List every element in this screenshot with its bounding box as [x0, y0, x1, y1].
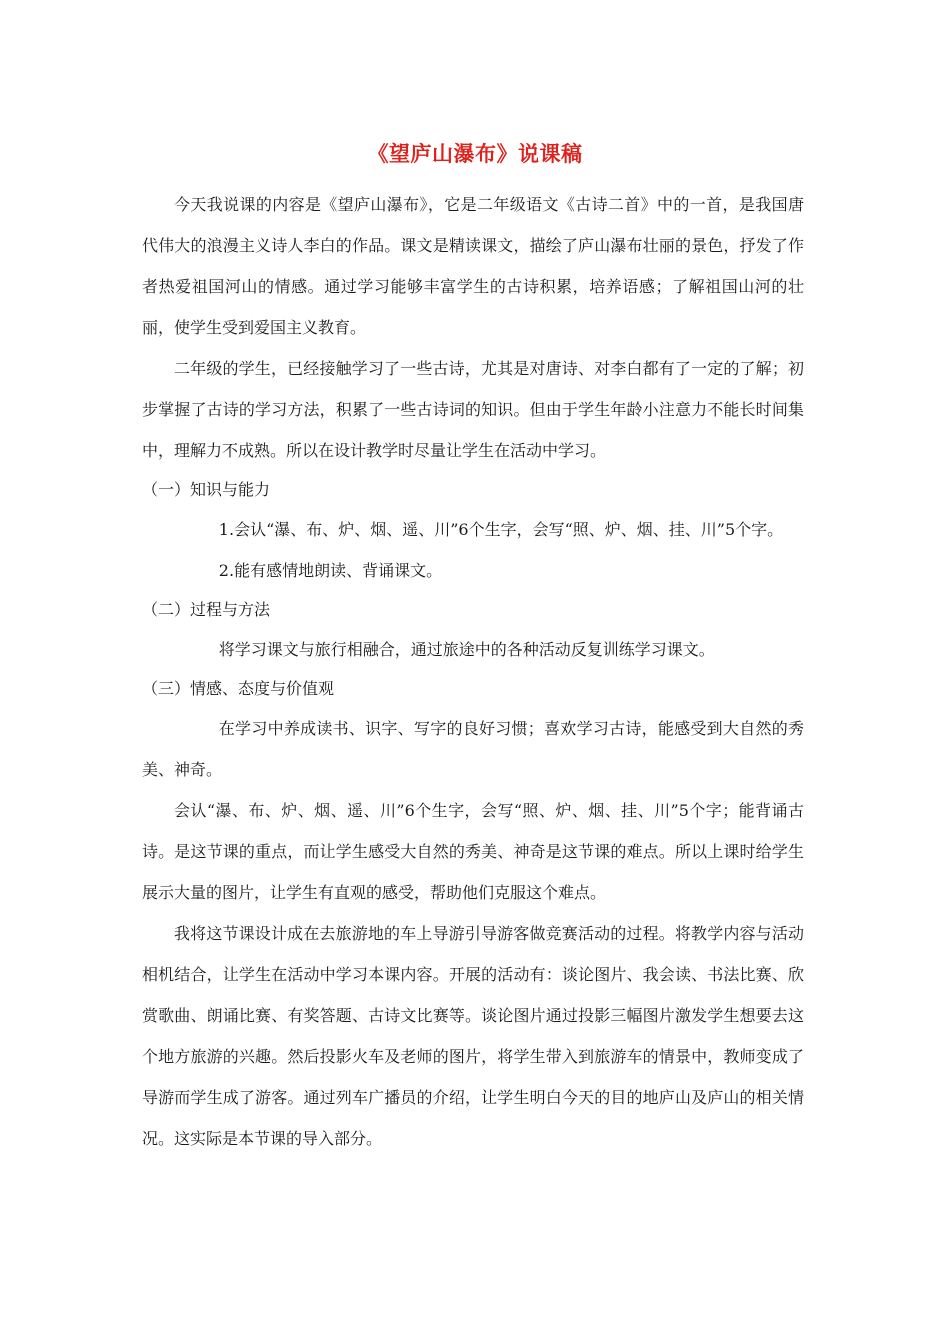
document-title: 《望庐山瀑布》说课稿 — [367, 142, 583, 166]
document-body — [142, 184, 804, 1159]
intro-paragraph: 今天我说课的内容是《望庐山瀑布》，它是二年级语文《古诗二首》中的一首，是我国唐代伟大的浪漫主义诗人李白的作品。课文是精读课文，描绘了庐山瀑布壮丽的景色，抒发了作者热爱祖国河山的情感。通过学习能够丰富学生的古诗积累，培养语感；了解祖国山河的壮丽，使学生受到爱国主义教育。 — [142, 195, 804, 337]
knowledge-item-1: 1.会认“瀑、布、炉、烟、遥、川”6个生字，会写“照、炉、烟、挂、川”5个字。 — [218, 520, 784, 539]
emotion-text: 在学习中养成读书、识字、写字的良好习惯；喜欢学习古诗，能感受到大自然的秀美、神奇。 — [142, 719, 804, 779]
process-text: 将学习课文与旅行相融合，通过旅途中的各种活动反复训练学习课文。 — [218, 640, 715, 659]
student-analysis-paragraph: 二年级的学生，已经接触学习了一些古诗，尤其是对唐诗、对李白都有了一定的了解；初步掌握了古诗的学习方法，积累了一些古诗词的知识。但由于学生年龄小注意力不能长时间集中，理解力不成熟。所以在设计教学时尽量让学生在活动中学习。 — [142, 359, 804, 460]
section-heading-knowledge: （一）知识与能力 — [142, 480, 271, 499]
lesson-design-paragraph: 我将这节课设计成在去旅游地的车上导游引导游客做竞赛活动的过程。将教学内容与活动相机结合，让学生在活动中学习本课内容。开展的活动有：谈论图片、我会读、书法比赛、欣赏歌曲、朗诵比赛、有奖答题、古诗文比赛等。谈论图片通过投影三幅图片激发学生想要去这个地方旅游的兴趣。然后投影火车及老师的图片，将学生带入到旅游车的情景中，教师变成了导游而学生成了游客。通过列车广播员的介绍，让学生明白今天的目的地庐山及庐山的相关情况。这实际是本节课的导入部分。 — [142, 924, 804, 1148]
section-heading-emotion: （三）情感、态度与价值观 — [142, 679, 335, 698]
section-heading-process: （二）过程与方法 — [142, 600, 271, 619]
focus-difficulty-paragraph: 会认“瀑、布、炉、烟、遥、川”6个生字，会写“照、炉、烟、挂、川”5个字；能背诵古诗。是这节课的重点，而让学生感受大自然的秀美、神奇是这节课的难点。所以上课时给学生展示大量的图片，让学生有直观的感受，帮助他们克服这个难点。 — [142, 801, 804, 902]
knowledge-item-2: 2.能有感情地朗读、背诵课文。 — [218, 561, 443, 580]
